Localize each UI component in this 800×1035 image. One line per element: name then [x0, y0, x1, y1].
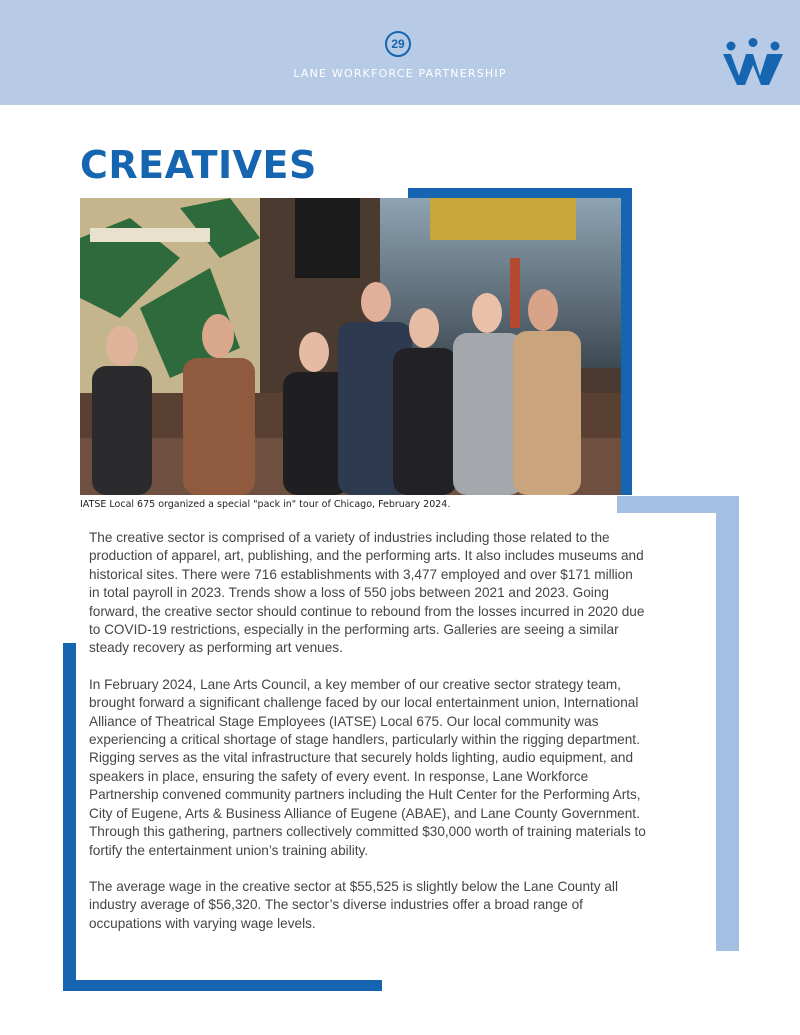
page-title: CREATIVES: [80, 143, 317, 187]
paragraph: In February 2024, Lane Arts Council, a key member of our creative sector strategy team, brought forward a significant challenge faced by our local entertainment union, International Alliance of Theatrical Stage Employees (IATSE) Local 675. Our local community was experiencing a critical shortage of stage handlers, particularly within the rigging department. Rigging serves as the vital infrastructure that securely holds lighting, audio equipment, and speakers in place, ensuring the safety of every event. In response, Lane Workforce Partnership convened community partners including the Hult Center for the Performing Arts, City of Eugene, Arts & Business Alliance of Eugene (ABAE), and Lane County Government. Through this gathering, partners collectively committed $30,000 worth of training materials to fortify the entertainment union’s training ability.: [89, 676, 646, 858]
photo-caption: IATSE Local 675 organized a special "pack in" tour of Chicago, February 2024.: [80, 499, 451, 510]
photo-frame-top: [408, 188, 632, 198]
org-name: LANE WORKFORCE PARTNERSHIP: [293, 67, 507, 80]
group-photo: [80, 198, 621, 495]
paragraph: The average wage in the creative sector at $55,525 is slightly below the Lane County all industry average of $56,320. The sector’s diverse industries offer a broad range of occupations with varying wage levels.: [89, 878, 618, 931]
bracket-left-side: [63, 643, 76, 991]
lane-workforce-logo-icon: [721, 38, 785, 88]
body-text: [89, 529, 647, 951]
bracket-left-bottom: [63, 980, 382, 991]
header-band: [0, 0, 800, 105]
paragraph: The creative sector is comprised of a variety of industries including those related to the production of apparel, art, publishing, and the performing arts. It also includes museums and historical sites. There were 716 establishments with 3,477 employed and over $171 million in total payroll in 2023. Trends show a loss of 550 jobs between 2021 and 2023. Going forward, the creative sector should continue to rebound from the losses incurred in 2020 due to COVID-19 restrictions, especially in the performing arts. Galleries are seeing a similar steady recovery as performing art venues.: [89, 530, 645, 656]
bracket-right-side: [716, 496, 739, 951]
photo-frame-right: [621, 188, 632, 495]
page-number: 29: [385, 31, 411, 57]
group-photo-illustration: [80, 198, 621, 495]
